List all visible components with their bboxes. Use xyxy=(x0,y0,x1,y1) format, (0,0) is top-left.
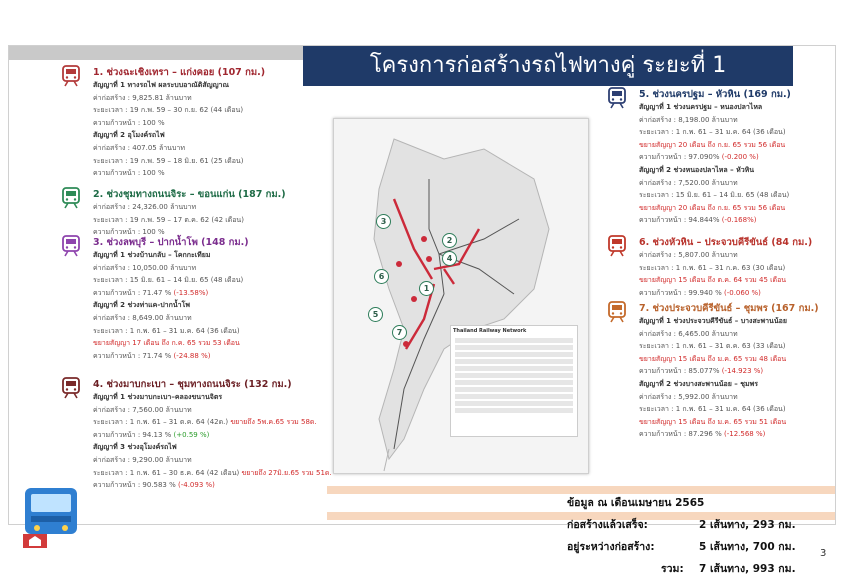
detail-line xyxy=(639,152,759,163)
contract-heading xyxy=(93,300,190,311)
map-label-6: 6 xyxy=(374,269,389,284)
page-number: 3 xyxy=(820,548,827,559)
section-title: 7. ช่วงประจวบคีรีขันธ์ – ชุมพร (167 กม.) xyxy=(639,303,819,314)
contract-heading xyxy=(93,130,165,141)
map-label-7: 7 xyxy=(392,325,407,340)
detail-line xyxy=(93,405,192,416)
contract-heading xyxy=(93,442,177,453)
delay-note: (-14.923 %) xyxy=(721,367,764,376)
detail-text: ระยะเวลา : 1 ก.พ. 61 – 31 ม.ค. 64 (36 เดือน) xyxy=(639,405,786,414)
train-icon xyxy=(61,376,81,400)
detail-text: ค่าก่อสร้าง : 7,520.00 ล้านบาท xyxy=(639,178,738,187)
detail-text: ระยะเวลา : 19 ก.พ. 59 – 18 มิ.ย. 61 (25 เดือน) xyxy=(93,156,244,165)
detail-line xyxy=(93,480,215,491)
detail-line xyxy=(93,326,240,337)
detail-text: สัญญาที่ 1 ช่วงมาบกะเบา–คลองขนานจิตร xyxy=(93,393,223,401)
legend-title: Thailand Railway Network xyxy=(453,328,527,334)
delay-note: (-13.58%) xyxy=(173,288,209,297)
train-icon xyxy=(607,234,627,258)
delay-note: ขยายถึง 5พ.ค.65 รวม 58ด. xyxy=(230,418,317,427)
detail-line xyxy=(639,429,765,440)
detail-text: ความก้าวหน้า : 100 % xyxy=(93,169,165,178)
train-icon xyxy=(607,86,627,110)
delay-note: ขยายสัญญา 17 เดือน ถึง ก.ค. 65 รวม 53 เดือน xyxy=(93,339,240,348)
detail-text: ระยะเวลา : 15 มิ.ย. 61 – 14 มิ.ย. 65 (48 เดือน) xyxy=(639,191,790,200)
train-icon xyxy=(607,300,627,324)
contract-heading xyxy=(639,379,758,390)
detail-text: ความก้าวหน้า : 100 % xyxy=(93,118,165,127)
delay-note: ขยายสัญญา 20 เดือน ถึง ก.ย. 65 รวม 56 เดือน xyxy=(639,140,786,149)
detail-text: ค่าก่อสร้าง : 10,050.00 ล้านบาท xyxy=(93,263,197,272)
contract-heading xyxy=(93,250,211,261)
detail-line xyxy=(93,168,165,179)
detail-line xyxy=(639,140,785,151)
detail-line xyxy=(639,115,738,126)
detail-line xyxy=(93,93,192,104)
section-title: 5. ช่วงนครปฐม – หัวหิน (169 กม.) xyxy=(639,89,791,100)
progress-gain-note: (+0.59 %) xyxy=(173,430,210,439)
train-illustration-icon xyxy=(23,486,81,548)
detail-text: ค่าก่อสร้าง : 9,825.81 ล้านบาท xyxy=(93,93,192,102)
detail-text: สัญญาที่ 2 ช่วงท่าแค-ปากน้ำโพ xyxy=(93,301,190,310)
detail-line xyxy=(639,329,738,340)
detail-line xyxy=(93,455,192,466)
detail-text: สัญญาที่ 1 ทางรถไฟ ผลระบบอาณัติสัญญาณ xyxy=(93,81,229,89)
section-title: 1. ช่วงฉะเชิงเทรา – แก่งคอย (107 กม.) xyxy=(93,67,266,78)
detail-text: ค่าก่อสร้าง : 5,992.00 ล้านบาท xyxy=(639,392,738,401)
detail-text: ค่าก่อสร้าง : 407.05 ล้านบาท xyxy=(93,144,185,152)
detail-line xyxy=(93,430,209,441)
delay-note: (-4.093 %) xyxy=(178,481,215,490)
detail-text: ระยะเวลา : 1 ก.พ. 61 – 31 ก.ค. 63 (30 เดือน) xyxy=(639,263,786,272)
detail-line xyxy=(93,288,208,299)
detail-text: ค่าก่อสร้าง : 6,465.00 ล้านบาท xyxy=(639,329,738,338)
detail-text: ค่าก่อสร้าง : 7,560.00 ล้านบาท xyxy=(93,405,192,414)
detail-line xyxy=(93,105,243,116)
detail-line xyxy=(639,341,786,352)
detail-line xyxy=(639,127,786,138)
section-title: 6. ช่วงหัวหิน – ประจวบคีรีขันธ์ (84 กม.) xyxy=(639,237,813,248)
summary-label: อยู่ระหว่างก่อสร้าง: xyxy=(567,541,655,553)
train-icon xyxy=(61,186,81,210)
delay-note: (-0.200 %) xyxy=(721,153,759,162)
delay-note: ขยายถึง 27มิ.ย.65 รวม 51ด. xyxy=(241,468,332,477)
detail-text: ความก้าวหน้า : 90.583 % xyxy=(93,481,178,490)
detail-text: ระยะเวลา : 1 ก.พ. 61 – 31 ม.ค. 64 (36 เดือน) xyxy=(639,128,786,137)
detail-line xyxy=(639,215,756,226)
detail-text: ค่าก่อสร้าง : 8,649.00 ล้านบาท xyxy=(93,314,192,322)
detail-text: ระยะเวลา : 15 มิ.ย. 61 – 14 มิ.ย. 65 (48 เดือน) xyxy=(93,276,244,285)
detail-text: ความก้าวหน้า : 94.13 % xyxy=(93,430,174,439)
map-label-5: 5 xyxy=(368,307,383,322)
detail-text: สัญญาที่ 3 ช่วงอุโมงค์รถไฟ xyxy=(93,443,177,452)
detail-line xyxy=(93,143,185,154)
detail-text: ความก้าวหน้า : 71.47 % xyxy=(93,288,174,297)
summary-heading: ข้อมูล ณ เดือนเมษายน 2565 xyxy=(567,497,705,509)
railway-map xyxy=(333,118,589,474)
contract-heading xyxy=(639,102,762,113)
detail-line xyxy=(93,351,210,362)
detail-text: สัญญาที่ 1 ช่วงนครปฐม – หนองปลาไหล xyxy=(639,103,763,111)
detail-line xyxy=(639,263,785,274)
decor-stripe xyxy=(327,486,835,494)
detail-text: ความก้าวหน้า : 87.296 % xyxy=(639,430,724,439)
summary-label: รวม: xyxy=(661,563,684,575)
detail-line xyxy=(93,417,317,428)
summary-value: 7 เส้นทาง, 993 กม. xyxy=(699,563,796,575)
contract-heading xyxy=(639,316,787,327)
detail-line xyxy=(93,215,244,226)
detail-text: ค่าก่อสร้าง : 5,807.00 ล้านบาท xyxy=(639,251,738,259)
detail-text: ระยะเวลา : 19 ก.พ. 59 – 30 ก.ย. 62 (44 เดือน) xyxy=(93,106,244,115)
detail-line xyxy=(93,156,243,167)
detail-text: สัญญาที่ 1 ช่วงบ้านกลับ – โคกกะเทียม xyxy=(93,251,211,259)
delay-note: ขยายสัญญา 15 เดือน ถึง ม.ค. 65 รวม 48 เดือน xyxy=(639,354,787,363)
detail-text: ความก้าวหน้า : 100 % xyxy=(93,228,165,237)
detail-line xyxy=(93,338,240,349)
slide xyxy=(8,45,836,575)
detail-text: ระยะเวลา : 1 ก.พ. 61 – 30 ธ.ค. 64 (42 เดือน) xyxy=(93,468,242,477)
detail-line xyxy=(93,313,192,324)
delay-note: (-24.88 %) xyxy=(173,351,211,360)
detail-text: ระยะเวลา : 1 ก.พ. 61 – 31 ต.ค. 63 (33 เดือน) xyxy=(639,342,786,351)
detail-line xyxy=(639,275,786,286)
detail-line xyxy=(93,118,165,129)
detail-text: ระยะเวลา : 1 ก.พ. 61 – 31 ม.ค. 64 (36 เดือน) xyxy=(93,326,240,335)
detail-line xyxy=(639,366,763,377)
delay-note: ขยายสัญญา 20 เดือน ถึง ก.ย. 65 รวม 56 เดือน xyxy=(639,203,786,212)
detail-line xyxy=(639,190,789,201)
summary-value: 5 เส้นทาง, 700 กม. xyxy=(699,541,796,553)
header-gray-bar xyxy=(9,46,303,60)
train-icon xyxy=(61,64,81,88)
detail-line xyxy=(639,288,761,299)
detail-text: ความก้าวหน้า : 97.090% xyxy=(639,153,722,162)
detail-text: ความก้าวหน้า : 94.844% xyxy=(639,216,722,225)
delay-note: (-0.168%) xyxy=(721,216,757,225)
detail-line xyxy=(639,178,738,189)
section-title: 3. ช่วงลพบุรี – ปากน้ำโพ (148 กม.) xyxy=(93,237,249,248)
detail-line xyxy=(639,203,785,214)
map-label-3: 3 xyxy=(376,214,391,229)
map-legend xyxy=(450,325,578,437)
detail-text: ระยะเวลา : 1 ก.พ. 61 – 31 ต.ค. 64 (42ด.) xyxy=(93,418,231,427)
map-label-1: 1 xyxy=(419,281,434,296)
detail-line xyxy=(639,354,786,365)
detail-text: ระยะเวลา : 19 ก.พ. 59 – 17 ต.ค. 62 (42 เดือน) xyxy=(93,215,244,224)
detail-text: สัญญาที่ 2 อุโมงค์รถไฟ xyxy=(93,131,165,140)
detail-text: ความก้าวหน้า : 99.940 % xyxy=(639,288,724,297)
delay-note: (-0.060 %) xyxy=(724,288,761,297)
contract-heading xyxy=(93,80,229,91)
detail-line xyxy=(639,392,738,403)
detail-text: สัญญาที่ 1 ช่วงประจวบคีรีขันธ์ – บางสะพานน้อย xyxy=(639,317,787,325)
section-title: 2. ช่วงชุมทางถนนจิระ – ขอนแก่น (187 กม.) xyxy=(93,189,286,200)
section-title: 4. ช่วงมาบกะเบา – ชุมทางถนนจิระ (132 กม.) xyxy=(93,379,292,390)
detail-text: ความก้าวหน้า : 71.74 % xyxy=(93,351,174,360)
train-icon xyxy=(61,234,81,258)
summary-label: ก่อสร้างแล้วเสร็จ: xyxy=(567,519,648,531)
slide-title: โครงการก่อสร้างรถไฟทางคู่ ระยะที่ 1 xyxy=(303,46,793,86)
detail-text: ค่าก่อสร้าง : 8,198.00 ล้านบาท xyxy=(639,115,738,124)
detail-text: ค่าก่อสร้าง : 9,290.00 ล้านบาท xyxy=(93,456,192,464)
detail-line xyxy=(639,417,786,428)
delay-note: ขยายสัญญา 15 เดือน ถึง ม.ค. 65 รวม 51 เดือน xyxy=(639,417,787,426)
detail-line xyxy=(93,275,243,286)
detail-line xyxy=(93,263,196,274)
delay-note: ขยายสัญญา 15 เดือน ถึง ต.ค. 64 รวม 45 เดือน xyxy=(639,276,787,285)
delay-note: (-12.568 %) xyxy=(724,430,766,439)
summary-value: 2 เส้นทาง, 293 กม. xyxy=(699,519,796,531)
map-label-2: 2 xyxy=(442,233,457,248)
map-label-4: 4 xyxy=(442,251,457,266)
detail-line xyxy=(93,468,332,479)
contract-heading xyxy=(639,165,754,176)
contract-heading xyxy=(93,392,222,403)
detail-line xyxy=(639,404,786,415)
detail-line xyxy=(93,202,196,213)
detail-text: สัญญาที่ 2 ช่วงบางสะพานน้อย – ชุมพร xyxy=(639,380,758,388)
detail-text: ค่าก่อสร้าง : 24,326.00 ล้านบาท xyxy=(93,203,197,211)
detail-text: สัญญาที่ 2 ช่วงหนองปลาไหล – หัวหิน xyxy=(639,166,755,174)
detail-text: ความก้าวหน้า : 85.077% xyxy=(639,367,722,376)
detail-line xyxy=(639,250,738,261)
